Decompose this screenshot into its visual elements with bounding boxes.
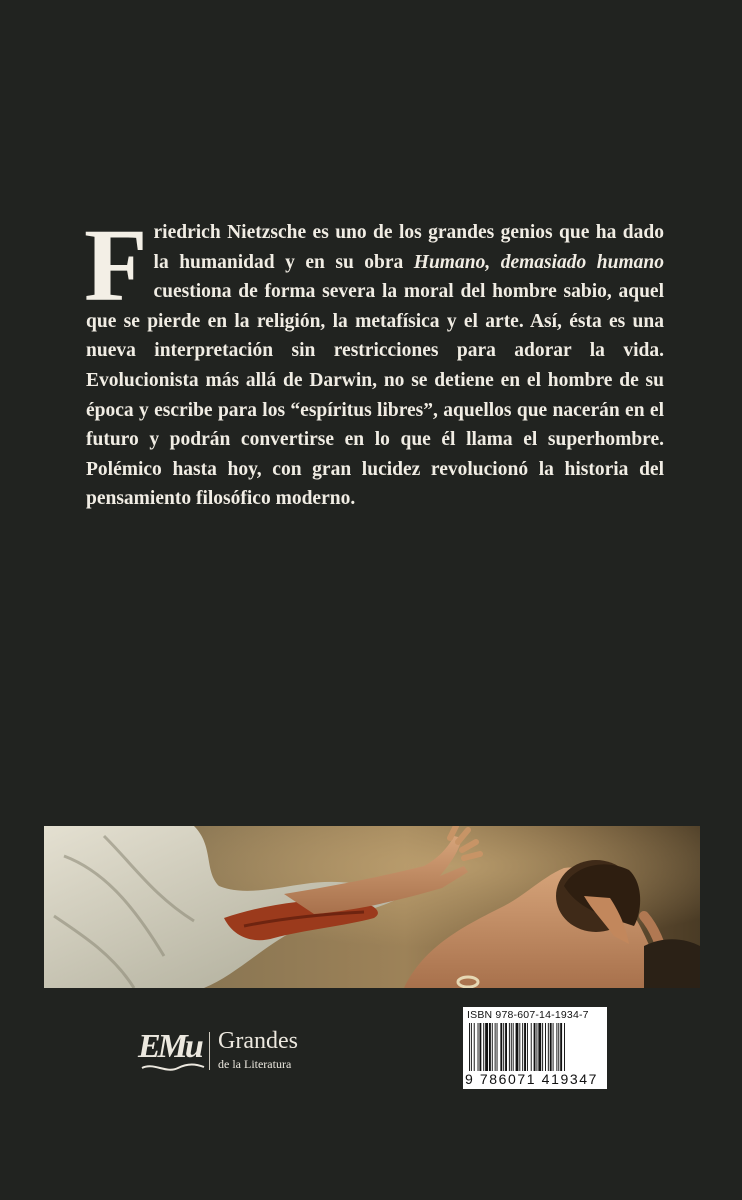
- synopsis-segment-1: riedrich Nietzsche es uno de los grandes genios que ha dado la humanidad y en su obra: [153, 222, 664, 273]
- barcode-bar: [503, 1023, 504, 1071]
- barcode-bar: [560, 1023, 562, 1071]
- barcode-bar: [564, 1023, 565, 1071]
- isbn-barcode: [463, 1007, 607, 1089]
- barcode-bars: [467, 1023, 603, 1073]
- barcode-bar: [497, 1023, 498, 1071]
- barcode-bar: [469, 1023, 470, 1071]
- barcode-bar: [536, 1023, 537, 1071]
- barcode-bar: [548, 1023, 549, 1071]
- barcode-bar: [519, 1023, 520, 1071]
- barcode-bar: [474, 1023, 475, 1071]
- barcode-bar: [489, 1023, 491, 1071]
- barcode-bar: [527, 1023, 528, 1071]
- isbn-label: ISBN 978-607-14-1934-7: [467, 1009, 589, 1021]
- barcode-bar: [509, 1023, 510, 1071]
- barcode-bar: [516, 1023, 519, 1071]
- barcode-bar: [531, 1023, 532, 1071]
- barcode-bar: [500, 1023, 502, 1071]
- publisher-subtitle: de la Literatura: [218, 1057, 292, 1071]
- synopsis-text: [84, 208, 664, 514]
- logo-divider: [209, 1032, 210, 1070]
- barcode-bar: [471, 1023, 472, 1071]
- publisher-brand: Grandes: [218, 1028, 298, 1054]
- publisher-logo: [138, 1026, 338, 1078]
- barcode-bar: [524, 1023, 526, 1071]
- barcode-bar: [495, 1023, 496, 1071]
- synopsis-segment-2: cuestiona de forma severa la moral del hombre sabio, aquel que se pierde en la religión, la metafísica y el arte. Así, ésta es una nueva interpretación sin restricciones para adorar la vida. Evolucionista más allá de Darwin, no se detiene en el hombre de su época y escribe para los “espíritus libres”, aquellos que nacerán en el futuro y podrán convertirse en lo que él llama el superhombre. Polémico hasta hoy, con gran lucidez revolucionó la historia del pensamiento filosófico moderno.: [86, 281, 664, 510]
- barcode-bar: [513, 1023, 514, 1071]
- barcode-bar: [538, 1023, 541, 1071]
- logo-swash-icon: [140, 1060, 206, 1074]
- barcode-bar: [479, 1023, 481, 1071]
- painting-detail-image: [44, 826, 700, 988]
- barcode-bar: [522, 1023, 523, 1071]
- isbn-digits: 9 786071 419347: [465, 1071, 598, 1087]
- barcode-bar: [558, 1023, 559, 1071]
- publisher-mark: EMu: [138, 1028, 201, 1065]
- barcode-bar: [534, 1023, 536, 1071]
- barcode-bar: [542, 1023, 543, 1071]
- barcode-bar: [550, 1023, 552, 1071]
- barcode-bar: [492, 1023, 493, 1071]
- barcode-bar: [485, 1023, 488, 1071]
- barcode-bar: [553, 1023, 554, 1071]
- barcode-bar: [556, 1023, 557, 1071]
- book-title-italic: Humano, demasiado humano: [413, 251, 664, 273]
- barcode-bar: [545, 1023, 546, 1071]
- barcode-bar: [478, 1023, 479, 1071]
- barcode-bar: [483, 1023, 484, 1071]
- barcode-bar: [505, 1023, 507, 1071]
- barcode-bar: [511, 1023, 512, 1071]
- drop-cap: F: [84, 208, 148, 323]
